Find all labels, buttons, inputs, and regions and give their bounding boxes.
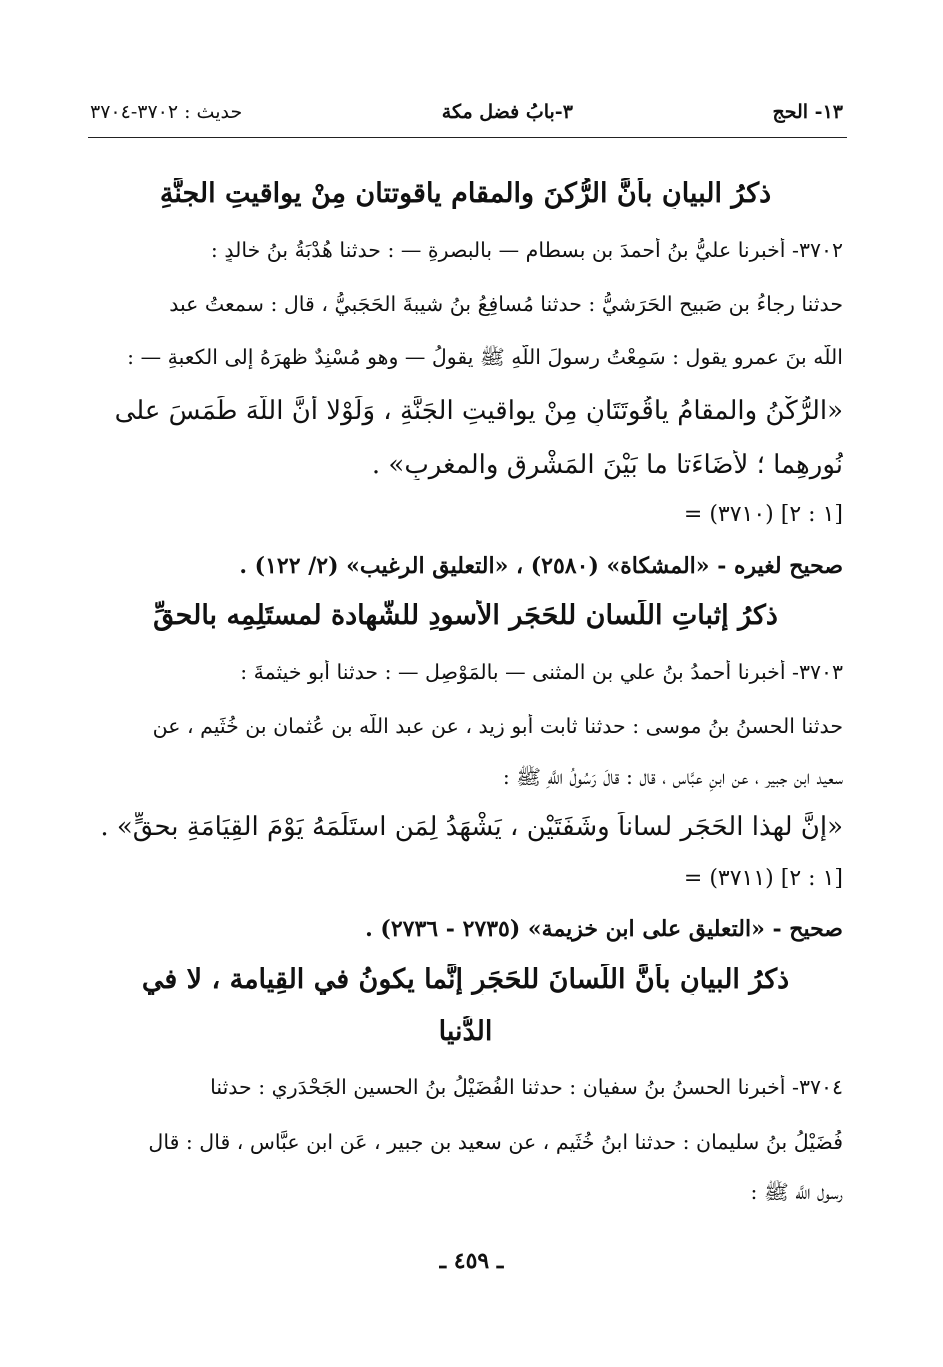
running-header — [90, 92, 843, 132]
text-line: حدثنا الحسنُ بنُ موسى : حدثنا ثابت أبو زيد ، عن عبد اللَّه بنِ عُثمان بنِ خُثَيم ، عن — [152, 714, 843, 738]
heading-2: ذكرُ إثباتِ اللِّسان للحَجَر الأسودِ للشَّهادة لمستَلِمِه بالحقِّ — [153, 600, 778, 631]
section-title: ٣-بابُ فضل مكة — [441, 101, 573, 123]
cross-reference: = (٣٧١٠) [١ : ٢] — [683, 502, 843, 527]
cross-reference: = (٣٧١١) [١ : ٢] — [683, 866, 843, 891]
text-line: سعيد ابن جبير ، عن ابنِ عبَّاس ، قال : قالَ رَسُولُ اللَّهِ ﷺ : — [502, 765, 843, 789]
text-line: ٣٧٠٤- أخبرنا الحسنُ بنُ سفيان : حدثنا الفُضَيْلُ بنُ الحسين الجَحْدَري : حدثنا — [210, 1075, 843, 1099]
hadith-line: «إنَّ لهذا الحَجَرِ لساناً وشَفَتَيْنِ ، يَشْهَدُ لِمَنِ استَلَمَهُ يَوْمَ القِيَامَةِ بحقٍّ» . — [100, 812, 843, 842]
hadith-line: نُورِهِما ؛ لأَضَاءَتا ما بَيْنَ المَشْرِقِ والمغربِ» . — [371, 450, 843, 480]
chapter-title: ١٣- الحج — [772, 101, 843, 123]
grading-line: صحيح لغيره - «المشكاة» (٢٥٨٠) ، «التعليق الرغيب» (٢/ ١٢٢) . — [239, 553, 843, 579]
heading-3: ذكرُ البيانِ بأنَّ اللِّسانَ للحَجَرِ إنَّما يكونُ في القِيامة ، لا في — [141, 964, 790, 995]
heading-3-continued: الدُّنيا — [438, 1016, 493, 1047]
header-rule — [88, 137, 847, 138]
text-line: اللَّه بنَ عمرو يقول : سَمِعْتُ رسولَ اللَّهِ ﷺ يقولُ — وهو مُسْنِدٌ ظهرَهُ إلى الكعبةِ — : — [127, 345, 843, 369]
heading-1: ذكرُ البيانِ بأنَّ الرُّكنَ والمقام ياقوتتان مِنْ يواقيتِ الجنَّةِ — [159, 178, 772, 209]
hadith-range: حديث : ٣٧٠٢-٣٧٠٤ — [90, 101, 243, 123]
text-line: رسول اللَّه ﷺ : — [750, 1180, 843, 1204]
text-line: حدثنا رجاءُ بن صَبيحٍ الحَرَشيُّ : حدثنا مُسافِعُ بنُ شيبةَ الحَجَبيُّ ، قال : سمعتُ عبد — [169, 292, 843, 316]
text-line: ٣٧٠٢- أخبرنا عليُّ بنُ أحمدَ بنِ بسطام — بالبصرةِ — : حدثنا هُدْبَةُ بنُ خالدٍ : — [210, 238, 843, 262]
text-line: فُضَيْلُ بنُ سليمان : حدثنا ابنُ خُثَيم ، عن سعيد بن جبير ، عَنِ ابنِ عبَّاس ، قال : قال — [148, 1130, 843, 1154]
page-number: ـ ٤٥٩ ـ — [439, 1248, 504, 1274]
text-line: ٣٧٠٣- أخبرنا أحمدُ بنُ علي بن المثنى — بالمَوْصِلِ — : حدثنا أبو خيثمةَ : — [240, 660, 843, 684]
hadith-line: «الرُّكْنُ والمقامُ ياقُوتَتَانِ مِنْ يواقيتِ الجَنَّةِ ، وَلَوْلا أَنَّ اللَّهَ طَمَسَ على — [114, 396, 843, 426]
grading-line: صحيح - «التعليق على ابن خزيمة» (٢٧٣٥ - ٢٧٣٦) . — [365, 916, 843, 942]
